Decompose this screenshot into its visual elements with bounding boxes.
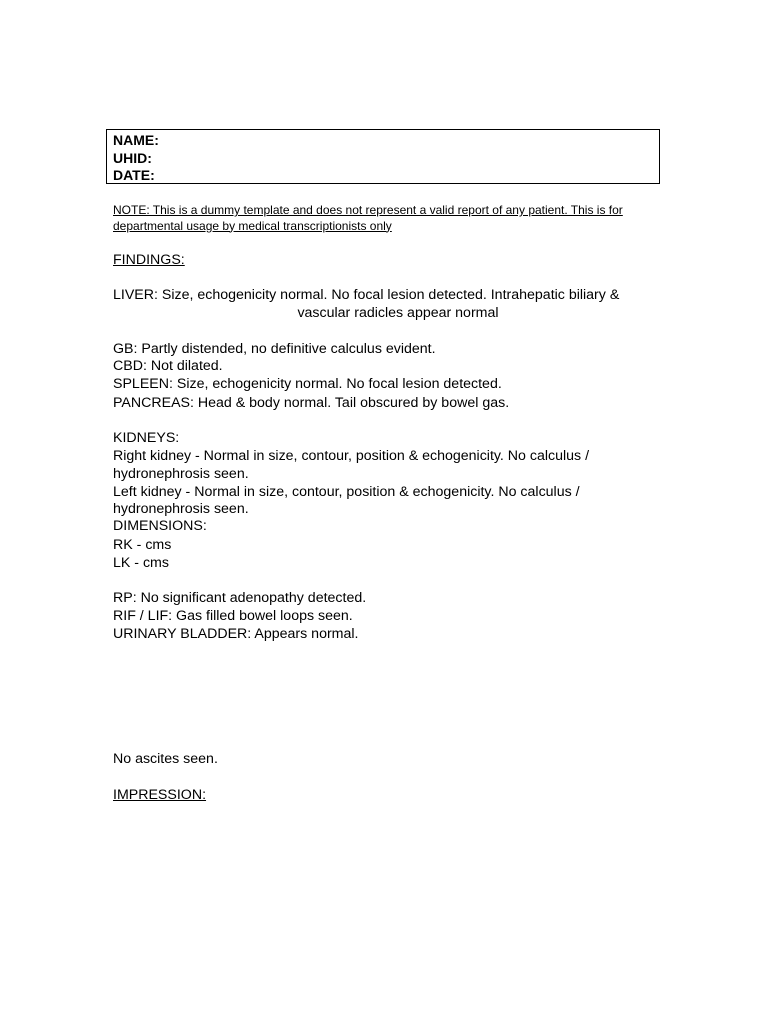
findings-heading: FINDINGS: — [113, 252, 185, 268]
dimensions-heading: DIMENSIONS: — [113, 518, 207, 534]
left-kidney-line2: hydronephrosis seen. — [113, 501, 249, 517]
liver-finding-line1: LIVER: Size, echogenicity normal. No focal lesion detected. Intrahepatic biliary & — [113, 287, 620, 303]
rif-lif-finding: RIF / LIF: Gas filled bowel loops seen. — [113, 608, 353, 624]
right-kidney-line2: hydronephrosis seen. — [113, 466, 249, 482]
date-label: DATE: — [113, 167, 155, 183]
urinary-bladder-finding: URINARY BLADDER: Appears normal. — [113, 626, 359, 642]
spleen-finding: SPLEEN: Size, echogenicity normal. No focal lesion detected. — [113, 376, 502, 392]
cbd-finding: CBD: Not dilated. — [113, 358, 223, 374]
ascites-finding: No ascites seen. — [113, 751, 218, 767]
name-label: NAME: — [113, 132, 159, 148]
kidneys-heading: KIDNEYS: — [113, 430, 180, 446]
rk-dimension: RK - cms — [113, 537, 172, 553]
patient-info-box — [106, 129, 660, 184]
disclaimer-note: NOTE: This is a dummy template and does not represent a valid report of any patient. This is for departmental usage by medical transcriptionists only — [113, 203, 623, 233]
lk-dimension: LK - cms — [113, 555, 169, 571]
impression-heading: IMPRESSION: — [113, 787, 207, 803]
liver-finding-line2: vascular radicles appear normal — [297, 305, 499, 321]
left-kidney-line1: Left kidney - Normal in size, contour, position & echogenicity. No calculus / — [113, 484, 580, 500]
gb-finding: GB: Partly distended, no definitive calculus evident. — [113, 341, 436, 357]
pancreas-finding: PANCREAS: Head & body normal. Tail obscured by bowel gas. — [113, 395, 510, 411]
right-kidney-line1: Right kidney - Normal in size, contour, position & echogenicity. No calculus / — [113, 448, 590, 464]
rp-finding: RP: No significant adenopathy detected. — [113, 590, 367, 606]
uhid-label: UHID: — [113, 149, 152, 166]
